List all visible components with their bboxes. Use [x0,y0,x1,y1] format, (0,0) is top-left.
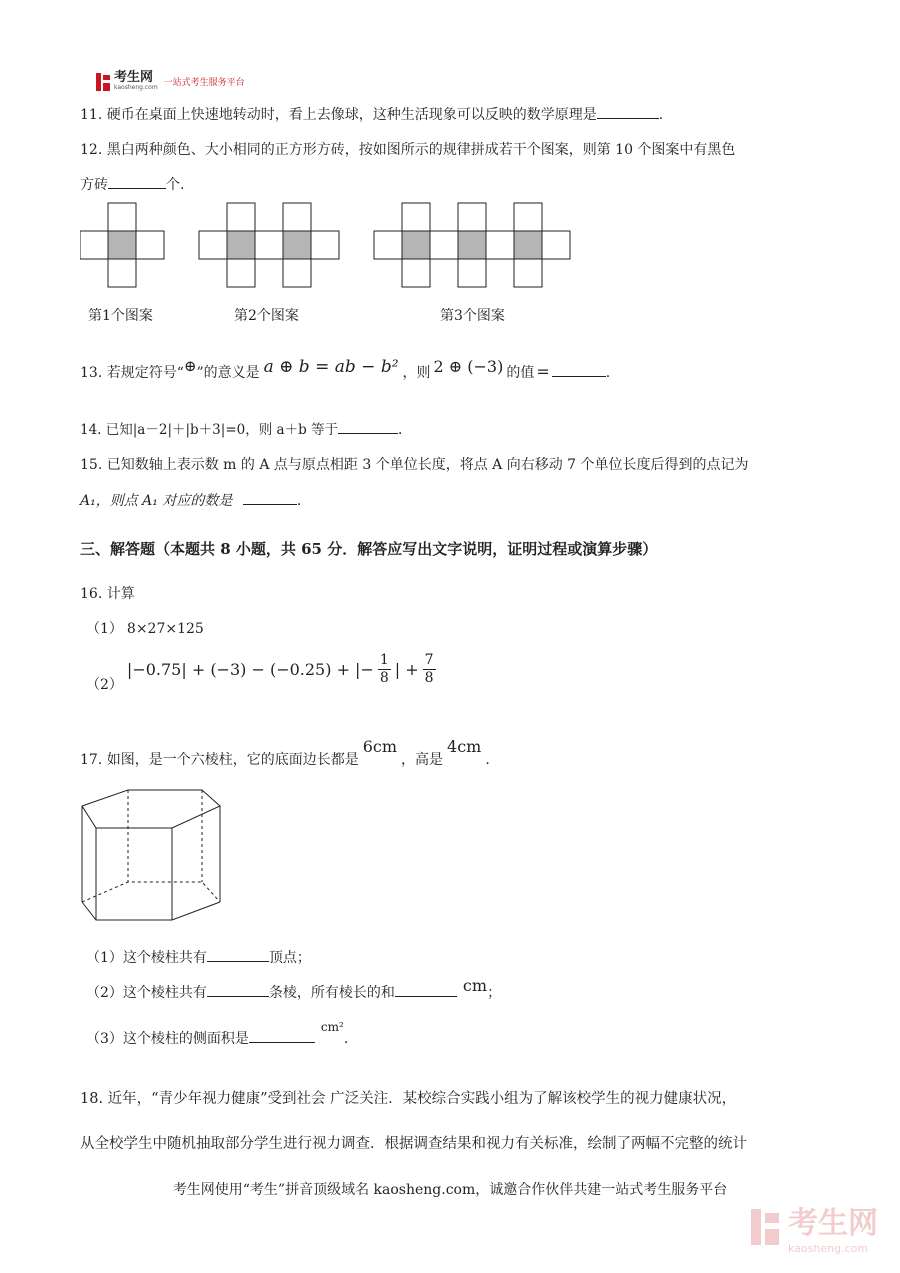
watermark [758,1198,878,1255]
section-3-title: 三、解答题（本题共 8 小题，共 65 分．解答应写出文字说明，证明过程或演算步骤） [80,540,658,558]
answer-blank[interactable] [207,949,269,962]
question-11: 11. 硬币在桌面上快速地转动时，看上去像球，这种生活现象可以反映的数学原理是 . [80,107,664,123]
question-16-part-1: （1） 8×27×125 [86,621,204,637]
page-footer: 考生网使用“考生”拼音顶级域名 kaosheng.com，诚邀合作伙伴共建一站式考生服务平台 [172,1182,728,1198]
question-16-title: 16. 计算 [80,586,135,602]
answer-blank[interactable] [597,106,659,119]
expression: 2 ⊕ (−3) [433,357,504,376]
question-17-part-3: （3）这个棱柱的侧面积是 cm² . [86,1020,349,1047]
prism-height: 4cm [447,737,482,756]
tile-patterns [80,202,580,292]
answer-blank[interactable] [395,984,457,997]
black-tile [402,231,430,259]
question-15-line2: A₁，则点 A₁ 对应的数是 . [80,493,302,509]
logo-text [114,72,158,91]
header-logo [96,72,245,91]
black-tile [108,231,136,259]
watermark-domain: kaosheng.com [788,1242,869,1255]
question-12: 12. 黑白两种颜色、大小相同的正方形方砖，按如图所示的规律拼成若干个图案，则第 10 个图案中有黑色 [80,142,736,158]
formula: a ⊕ b = ab − b² [263,357,399,377]
caption-pattern-1: 第1个图案 [88,308,153,324]
fraction-one-eighth: $\frac{1}{8}$ [379,652,389,686]
logo-name: 考生网 [114,70,154,85]
question-15: 15. 已知数轴上表示数 m 的 A 点与原点相距 3 个单位长度，将点 A 向右移动 7 个单位长度后得到的点记为 [80,457,749,473]
answer-blank[interactable] [207,984,269,997]
question-14: 14. 已知|a－2|＋|b＋3|=0，则 a＋b 等于 . [80,422,403,438]
side-length: 6cm [362,737,398,756]
caption-pattern-3: 第3个图案 [440,308,505,324]
question-17: 17. 如图，是一个六棱柱，它的底面边长都是 6cm ，高是 4cm . [80,737,490,768]
black-tile [458,231,486,259]
answer-blank[interactable] [108,176,166,189]
logo-icon [96,73,110,91]
hexagonal-prism-figure [80,786,226,922]
question-17-part-1: （1）这个棱柱共有 顶点； [86,950,311,966]
question-13: 13. 若规定符号“ ⊕ ”的意义是 a ⊕ b = ab − b² ，则 2 ⊕ (−3) 的值 = . [80,357,611,381]
oplus-symbol: ⊕ [183,357,197,375]
black-tile [514,231,542,259]
answer-blank[interactable] [243,492,297,505]
fraction-seven-eighths: $\frac{7}{8}$ [424,652,434,686]
black-tile [227,231,255,259]
watermark-logo-icon [751,1209,779,1245]
answer-blank[interactable] [552,364,606,377]
watermark-text: 考生网 [788,1206,878,1241]
question-18: 18. 近年，“青少年视力健康”受到社会 广泛关注．某校综合实践小组为了解该校学生的视力健康状况， [80,1091,737,1107]
logo-domain: kaosheng.com [114,84,158,91]
caption-pattern-2: 第2个图案 [234,308,299,324]
question-12-line2: 方砖 个. [80,177,185,193]
answer-blank[interactable] [249,1030,315,1043]
question-18-line2: 从全校学生中随机抽取部分学生进行视力调查．根据调查结果和视力有关标准，绘制了两幅不完整的统计 [80,1136,747,1152]
question-16-part-2: （2） |−0.75| + (−3) − (−0.25) + |− $\frac{1}{8}$ | + $\frac{7}{8}$ [86,652,434,693]
header-slogan: 一站式考生服务平台 [163,78,245,88]
answer-blank[interactable] [338,421,398,434]
question-17-part-2: （2）这个棱柱共有 条棱，所有棱长的和 cm ； [86,976,502,1001]
black-tile [283,231,311,259]
